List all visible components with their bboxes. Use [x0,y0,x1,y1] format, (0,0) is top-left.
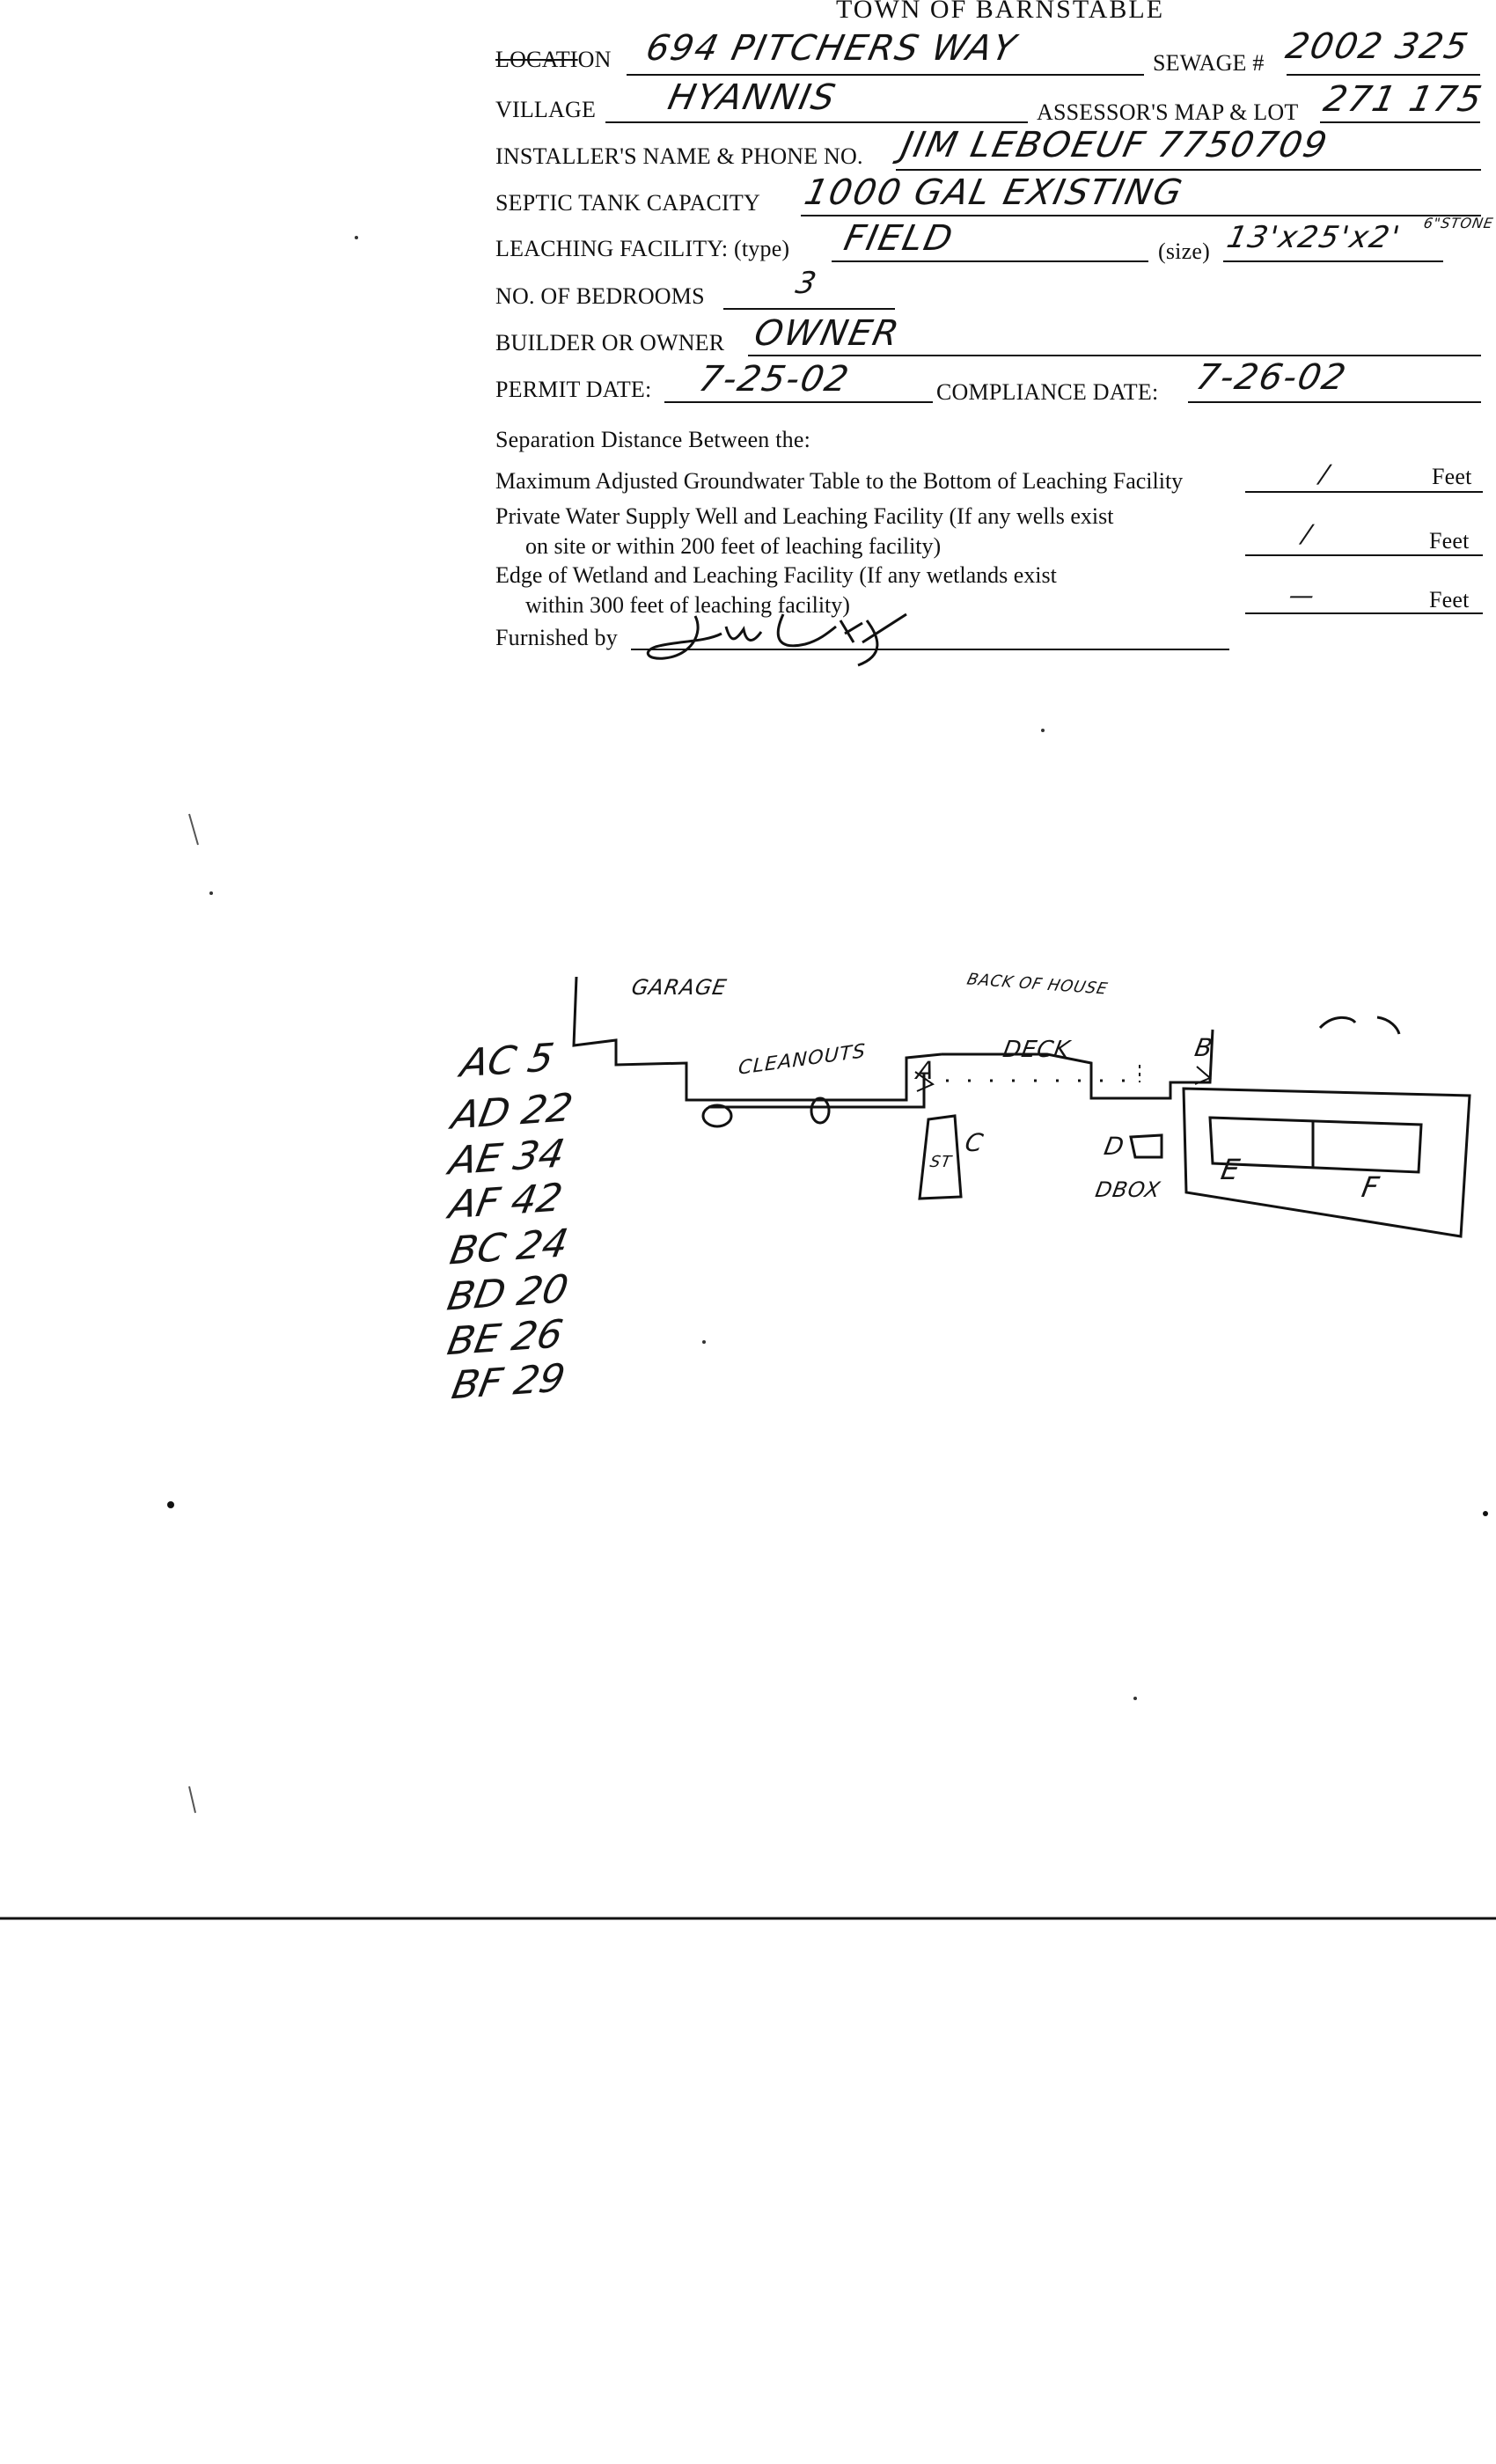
page-title: TOWN OF BARNSTABLE [836,0,1165,24]
leaching-size-note: 6"STONE [1422,215,1495,231]
permit-date-value: 7-25-02 [695,359,854,400]
builder-value: OWNER [751,313,904,354]
sketch-label-e: E [1218,1153,1243,1186]
leaching-size-label: (size) [1158,238,1210,264]
sewage-value: 2002 325 [1282,26,1473,67]
bedrooms-value: 3 [792,266,821,301]
location-label-rest: ON [577,47,612,72]
sketch-label-cleanouts: CLEANOUTS [737,1040,867,1080]
separation-row-1-line1: Maximum Adjusted Groundwater Table to the Bottom of Leaching Facility [495,468,1184,494]
sketch-label-f: F [1359,1170,1382,1204]
village-label: VILLAGE [495,97,597,122]
sketch-label-a: A [914,1056,938,1085]
leaching-size-value: 13'x25'x2' [1223,220,1404,255]
sketch-label-deck: DECK [1001,1037,1073,1063]
measurement-ad: AD 22 [448,1085,576,1139]
separation-row-3-unit: Feet [1429,587,1470,612]
bedrooms-label: NO. OF BEDROOMS [495,283,705,309]
measurement-be: BE 26 [444,1311,567,1365]
separation-row-2-line1: Private Water Supply Well and Leaching Facility (If any wells exist [495,503,1114,529]
measurement-af: AF 42 [445,1175,566,1228]
sketch-label-d: D [1102,1132,1127,1161]
measurement-bf: BF 29 [448,1355,568,1409]
leaching-type-label: LEACHING FACILITY: (type) [495,236,790,261]
measurement-bd: BD 20 [444,1266,572,1320]
septic-tank-label: SEPTIC TANK CAPACITY [495,190,760,216]
separation-heading: Separation Distance Between the: [495,427,810,452]
separation-row-1-value: / [1317,459,1332,488]
installer-value: JIM LEBOEUF 7750709 [898,125,1332,165]
map-lot-label: ASSESSOR'S MAP & LOT [1037,99,1299,125]
compliance-date-value: 7-26-02 [1192,357,1352,398]
sketch-label-garage: GARAGE [629,975,730,1000]
sewage-label: SEWAGE # [1153,50,1265,76]
separation-row-1-unit: Feet [1432,464,1472,489]
sketch-label-c: C [963,1128,986,1157]
sketch-label-tank: ST [928,1153,954,1171]
compliance-date-label: COMPLIANCE DATE: [936,379,1159,405]
septic-tank-value: 1000 GAL EXISTING [801,172,1187,213]
measurement-bc: BC 24 [446,1221,572,1274]
location-label-struck: LOCATI [495,47,578,72]
sketch-label-b: B [1192,1033,1216,1062]
village-value: HYANNIS [664,77,840,118]
map-lot-value: 271 175 [1320,79,1487,120]
separation-row-2-line2: on site or within 200 feet of leaching facility) [525,533,942,559]
furnished-by-label: Furnished by [495,625,618,650]
sketch-label-back-of-house: BACK OF HOUSE [964,970,1111,999]
permit-date-label: PERMIT DATE: [495,377,652,402]
separation-row-3-line1: Edge of Wetland and Leaching Facility (If any wetlands exist [495,562,1057,588]
leaching-type-value: FIELD [840,218,958,259]
separation-row-2-value: / [1300,519,1315,548]
measurement-ac: AC 5 [457,1035,558,1087]
measurement-ae: AE 34 [445,1131,568,1184]
separation-row-2-unit: Feet [1429,528,1470,554]
separation-row-3-line2: within 300 feet of leaching facility) [525,592,850,618]
separation-row-3-value: — [1287,581,1317,610]
builder-label: BUILDER OR OWNER [495,330,725,356]
installer-label: INSTALLER'S NAME & PHONE NO. [495,143,863,169]
sketch-label-dbox: DBOX [1093,1177,1163,1202]
location-value: 694 PITCHERS WAY [642,28,1021,69]
